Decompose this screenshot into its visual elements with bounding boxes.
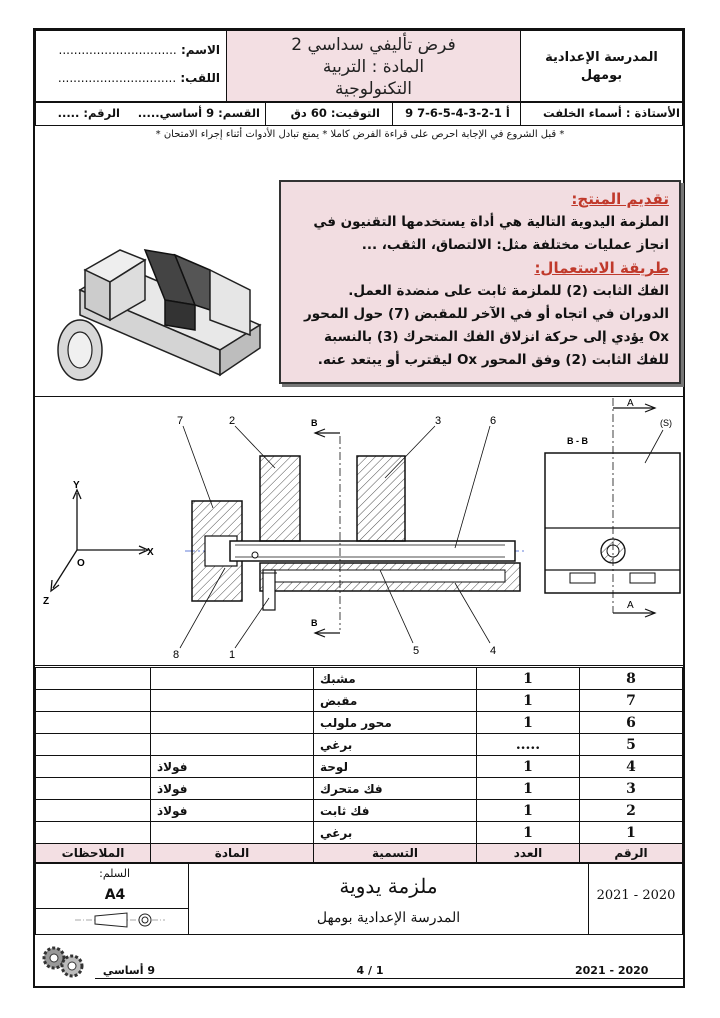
header-title-cell bbox=[226, 30, 521, 102]
section-divider bbox=[35, 396, 683, 397]
gear-logo-icon bbox=[40, 944, 90, 980]
axis-z-label: Z bbox=[43, 596, 50, 607]
part-number: 8 bbox=[580, 668, 683, 690]
part-designation: فك متحرك bbox=[314, 778, 477, 800]
part-qty: 1 bbox=[477, 800, 580, 822]
duration: التوقيت: 60 دق bbox=[290, 106, 380, 120]
callout-6: 6 bbox=[490, 415, 497, 427]
scale-label: السلم: bbox=[99, 867, 130, 880]
part-designation: فك ثابت bbox=[314, 800, 477, 822]
part-notes bbox=[36, 712, 151, 734]
part-material: فولاذ bbox=[151, 756, 314, 778]
part-designation: لوحة bbox=[314, 756, 477, 778]
header-student-cell bbox=[35, 30, 227, 102]
name-field[interactable]: ............................... bbox=[58, 43, 177, 57]
callout-3: 3 bbox=[435, 415, 442, 427]
usage-text-2: الدوران في اتجاه أو في الآخر للمقبض (7) حول المحور Ox يؤدي إلى حركة انزلاق الفك المتحرك (3) بالنسبة للفك الثابت (2) وفق المحور Ox ليقترب أو يبتعد عنه. bbox=[303, 306, 669, 368]
paper-format: A4 bbox=[104, 887, 126, 903]
part-material: فولاذ bbox=[151, 800, 314, 822]
cut-label-a-bottom: A bbox=[627, 600, 634, 611]
parts-table bbox=[35, 667, 683, 863]
part-number: 2 bbox=[580, 800, 683, 822]
part-qty: 1 bbox=[477, 778, 580, 800]
part-notes bbox=[36, 756, 151, 778]
school-year: 2021 - 2020 bbox=[596, 888, 676, 903]
part-number: 6 bbox=[580, 712, 683, 734]
section-field[interactable]: القسم: 9 أساسي..... bbox=[137, 106, 260, 120]
surname-field[interactable]: ............................... bbox=[57, 71, 177, 85]
part-designation: مشبك bbox=[314, 668, 477, 690]
part-number: 5 bbox=[580, 734, 683, 756]
callout-2: 2 bbox=[229, 415, 236, 427]
header-notes: الملاحظات bbox=[36, 844, 151, 863]
callout-7: 7 bbox=[177, 415, 184, 427]
header-designation: التسمية bbox=[314, 844, 477, 863]
part-notes bbox=[36, 734, 151, 756]
section-view-label: B - B bbox=[567, 436, 588, 446]
header-school-cell bbox=[520, 30, 683, 102]
table-row bbox=[36, 690, 683, 712]
header-material: المادة bbox=[151, 844, 314, 863]
part-notes bbox=[36, 690, 151, 712]
part-qty: 1 bbox=[477, 668, 580, 690]
footer-divider bbox=[95, 978, 683, 979]
school-full-name: المدرسة الإعدادية بومهل bbox=[316, 910, 461, 926]
object-name: ملزمة يدوية bbox=[339, 874, 438, 898]
technical-drawing bbox=[35, 398, 683, 664]
projection-symbol-icon bbox=[75, 910, 165, 930]
part-designation: مقبض bbox=[314, 690, 477, 712]
table-row bbox=[36, 712, 683, 734]
part-qty: 1 bbox=[477, 756, 580, 778]
table-row bbox=[36, 756, 683, 778]
usage-text-1: الفك الثابت (2) للملزمة ثابت على منضدة العمل. bbox=[348, 283, 669, 299]
part-notes bbox=[36, 668, 151, 690]
school-town: بومهل bbox=[580, 68, 623, 83]
class-code: 9 أ 1-2-3-4-5-6-7 bbox=[405, 106, 510, 120]
part-notes bbox=[36, 778, 151, 800]
footer-year: 2021 - 2020 bbox=[575, 964, 649, 977]
header-qty: العدد bbox=[477, 844, 580, 863]
part-notes bbox=[36, 800, 151, 822]
surface-label: (S) bbox=[660, 418, 672, 428]
part-material bbox=[151, 734, 314, 756]
cut-label-a-top: A bbox=[627, 398, 634, 409]
callout-4: 4 bbox=[490, 645, 497, 657]
part-material bbox=[151, 712, 314, 734]
exam-notice: * قبل الشروع في الإجابة احرص على قراءة الفرض كاملا * يمنع تبادل الأدوات أثناء إجراء الامتحان * bbox=[155, 129, 565, 140]
axis-o-label: O bbox=[77, 558, 85, 569]
section-divider bbox=[35, 665, 683, 666]
part-number: 4 bbox=[580, 756, 683, 778]
footer-page: 4 / 1 bbox=[356, 964, 384, 977]
part-qty: 1 bbox=[477, 712, 580, 734]
surname-label: اللقب: bbox=[180, 71, 220, 85]
part-designation: محور ملولب bbox=[314, 712, 477, 734]
intro-heading: تقديم المنتج: bbox=[571, 190, 669, 208]
table-row bbox=[36, 822, 683, 844]
callout-1: 1 bbox=[229, 649, 236, 661]
divider bbox=[392, 102, 393, 126]
product-intro-box bbox=[279, 180, 681, 384]
footer-grade: 9 أساسي bbox=[102, 964, 155, 977]
table-row bbox=[36, 778, 683, 800]
axis-x-label: X bbox=[147, 547, 154, 558]
subject-line-2: التكنولوجية bbox=[334, 79, 413, 99]
table-row bbox=[36, 668, 683, 690]
part-material bbox=[151, 690, 314, 712]
divider bbox=[35, 908, 188, 909]
name-label: الاسم: bbox=[180, 43, 220, 57]
table-header-row bbox=[36, 844, 683, 863]
divider bbox=[265, 102, 266, 126]
part-material: فولاذ bbox=[151, 778, 314, 800]
part-number: 3 bbox=[580, 778, 683, 800]
part-qty-field[interactable]: ..... bbox=[477, 734, 580, 756]
part-material bbox=[151, 822, 314, 844]
number-field[interactable]: الرقم: ..... bbox=[57, 106, 120, 120]
teacher-name: الأستاذة : أسماء الخلفت bbox=[543, 106, 680, 120]
part-number: 7 bbox=[580, 690, 683, 712]
part-notes bbox=[36, 822, 151, 844]
divider bbox=[520, 102, 521, 126]
part-designation: برغي bbox=[314, 734, 477, 756]
part-qty: 1 bbox=[477, 690, 580, 712]
part-material bbox=[151, 668, 314, 690]
cut-label-b-top: B bbox=[311, 418, 318, 428]
table-row bbox=[36, 734, 683, 756]
axis-y-label: Y bbox=[73, 480, 80, 491]
callout-5: 5 bbox=[413, 645, 420, 657]
usage-heading: طريقة الاستعمال: bbox=[534, 259, 669, 277]
callout-8: 8 bbox=[173, 649, 180, 661]
axis-system bbox=[51, 490, 148, 591]
school-name: المدرسة الإعدادية bbox=[545, 50, 658, 65]
intro-text: الملزمة اليدوية التالية هي أداة يستخدمها التقنيون في انجاز عمليات مختلفة مثل: الالتصاق، الثقب، ... bbox=[313, 214, 669, 253]
subject-line: المادة : التربية bbox=[322, 57, 425, 77]
cut-label-b-bottom: B bbox=[311, 618, 318, 628]
vise-illustration bbox=[50, 230, 280, 400]
part-number: 1 bbox=[580, 822, 683, 844]
part-qty: 1 bbox=[477, 822, 580, 844]
header-num: الرقم bbox=[580, 844, 683, 863]
part-designation: برغي bbox=[314, 822, 477, 844]
table-row bbox=[36, 800, 683, 822]
exam-title: فرض تأليفي سداسي 2 bbox=[291, 35, 456, 55]
